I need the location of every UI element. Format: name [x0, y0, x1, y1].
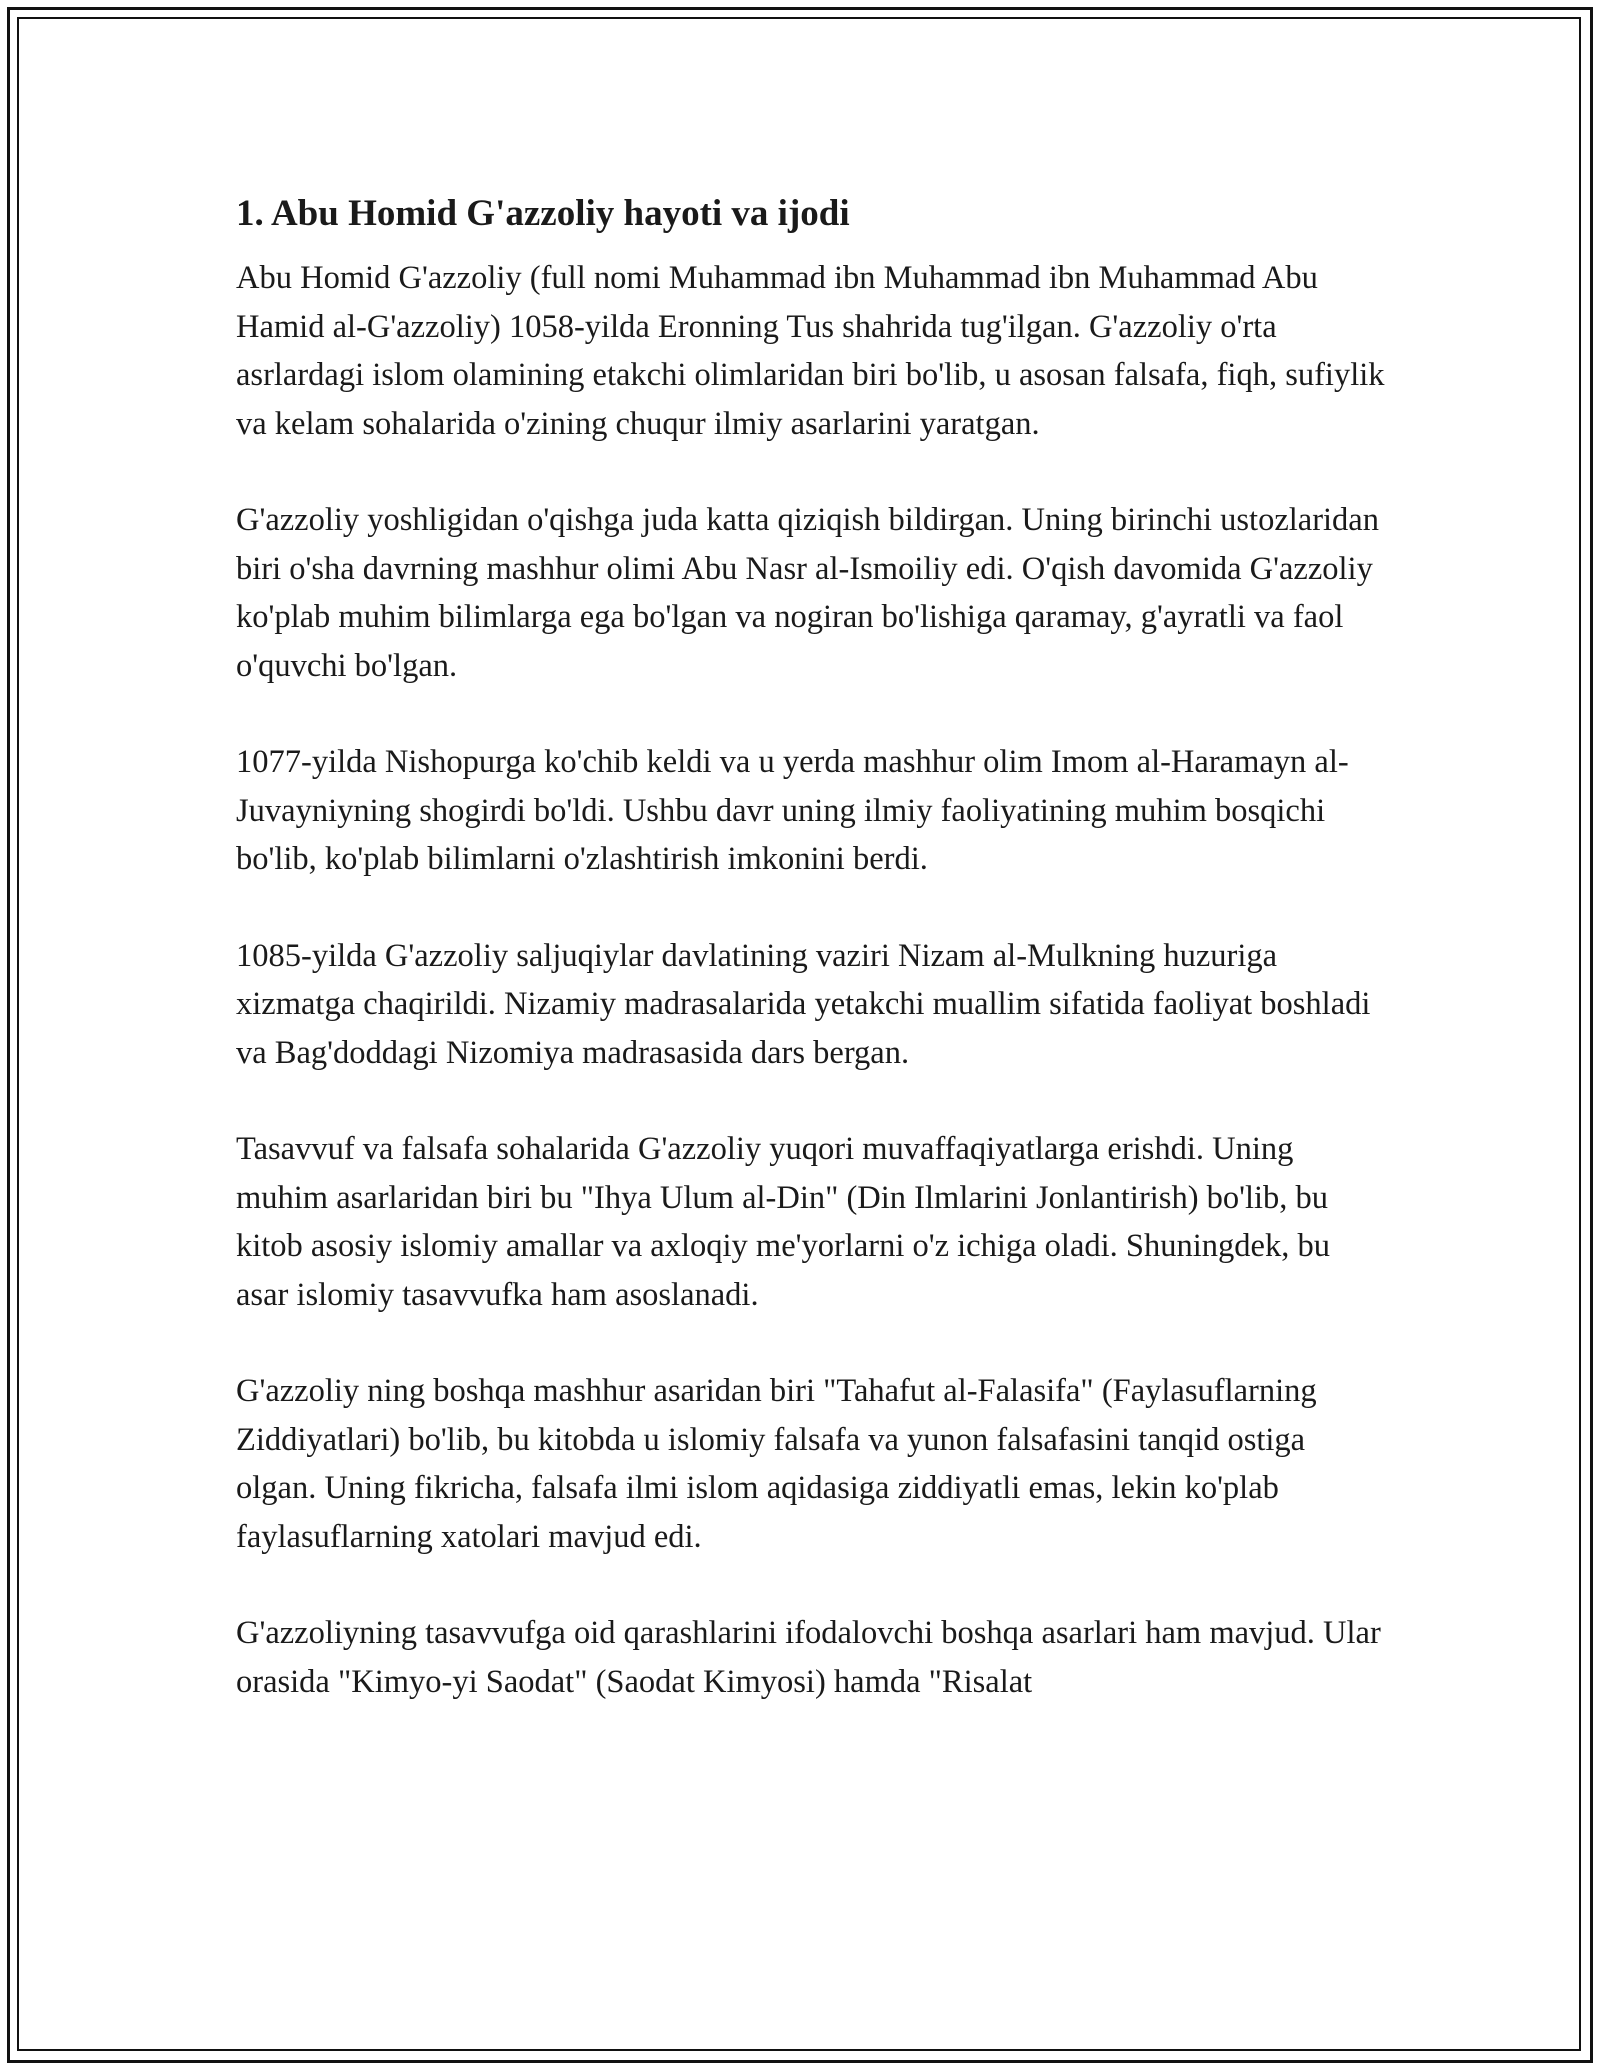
paragraph-5: Tasavvuf va falsafa sohalarida G'azzoliy yuqori muvaffaqiyatlarga erishdi. Uning muhim asarlaridan biri bu "Ihya Ulum al-Din" (Din Ilmlarini Jonlantirish) bo'lib, bu kitob asosiy islomiy amallar va axloqiy me'yorlarni o'z ichiga oladi. Shuningdek, bu asar islomiy tasavvufka ham asoslanadi.: [236, 1131, 1330, 1313]
paragraph-6: G'azzoliy ning boshqa mashhur asaridan biri "Tahafut al-Falasifa" (Faylasuflarning Ziddiyatlari) bo'lib, bu kitobda u islomiy falsafa va yunon falsafasini tanqid ostiga olgan. Uning fikricha, falsafa ilmi islom aqidasiga ziddiyatli emas, lekin ko'plab faylasuflarning xatolari mavjud edi.: [236, 1373, 1317, 1555]
paragraph-1: Abu Homid G'azzoliy (full nomi Muhammad ibn Muhammad ibn Muhammad Abu Hamid al-G'azzoliy) 1058-yilda Eronning Tus shahrida tug'ilgan. G'azzoliy o'rta asrlardagi islom olamining etakchi olimlaridan biri bo'lib, u asosan falsafa, fiqh, sufiylik va kelam sohalarida o'zining chuqur ilmiy asarlarini yaratgan.: [236, 260, 1385, 442]
paragraph-4: 1085-yilda G'azzoliy saljuqiylar davlatining vaziri Nizam al-Mulkning huzuriga xizmatga chaqirildi. Nizamiy madrasalarida yetakchi muallim sifatida faoliyat boshladi va Bag'doddagi Nizomiya madrasasida dars bergan.: [236, 937, 1371, 1071]
paragraph-3: 1077-yilda Nishopurga ko'chib keldi va u yerda mashhur olim Imom al-Haramayn al-Juvayniyning shogirdi bo'ldi. Ushbu davr uning ilmiy faoliyatining muhim bosqichi bo'lib, ko'plab bilimlarni o'zlashtirish imkonini berdi.: [236, 744, 1349, 877]
document-body: [236, 186, 1386, 1754]
section-title: 1. Abu Homid G'azzoliy hayoti va ijodi: [236, 193, 850, 234]
paragraph-7: G'azzoliyning tasavvufga oid qarashlarini ifodalovchi boshqa asarlari ham mavjud. Ular orasida "Kimyo-yi Saodat" (Saodat Kimyosi) hamda "Risalat: [236, 1615, 1381, 1700]
paragraph-2: G'azzoliy yoshligidan o'qishga juda katta qiziqish bildirgan. Uning birinchi ustozlaridan biri o'sha davrning mashhur olimi Abu Nasr al-Ismoiliy edi. O'qish davomida G'azzoliy ko'plab muhim bilimlarga ega bo'lgan va nogiran bo'lishiga qaramay, g'ayratli va faol o'quvchi bo'lgan.: [236, 502, 1379, 684]
